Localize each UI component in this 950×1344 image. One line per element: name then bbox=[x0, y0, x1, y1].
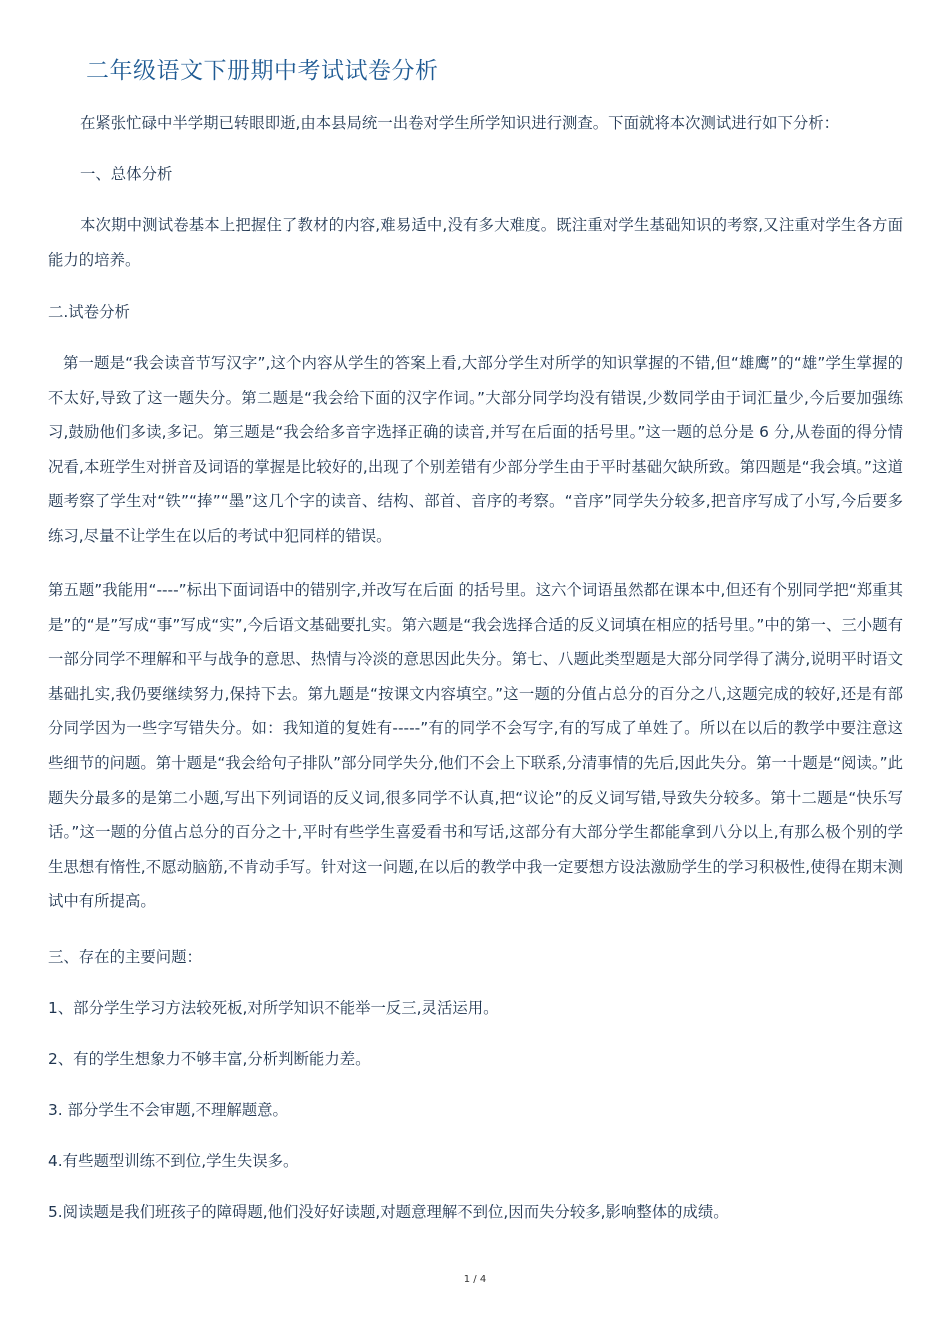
intro-paragraph: 在紧张忙碌中半学期已转眼即逝,由本县局统一出卷对学生所学知识进行测查。下面就将本次测试进行如下分析： bbox=[80, 114, 840, 132]
section3-heading: 三、存在的主要问题： bbox=[48, 948, 202, 966]
section2-heading: 二.试卷分析 bbox=[48, 303, 130, 321]
document-title: 二年级语文下册期中考试试卷分析 bbox=[86, 58, 439, 84]
problem-item-5: 5.阅读题是我们班孩子的障碍题,他们没好好读题,对题意理解不到位,因而失分较多,影响整体的成绩。 bbox=[48, 1203, 729, 1221]
section1-heading: 一、总体分析 bbox=[80, 165, 173, 183]
section1-body: 本次期中测试卷基本上把握住了教材的内容,难易适中,没有多大难度。既注重对学生基础知识的考察,又注重对学生各方面能力的培养。 bbox=[48, 216, 903, 269]
problem-item-1: 1、部分学生学习方法较死板,对所学知识不能举一反三,灵活运用。 bbox=[48, 999, 499, 1017]
section2-paragraph-1: 第一题是“我会读音节写汉字”,这个内容从学生的答案上看,大部分学生对所学的知识掌握的不错,但“雄鹰”的“雄”学生掌握的不太好,导致了这一题失分。第二题是“我会给下面的汉字作词。”大部分同学均没有错误,少数同学由于词汇量少,今后要加强练习,鼓励他们多读,多记。第三题是“我会给多音字选择正确的读音,并写在后面的括号里。”这一题的总分是 6 分,从卷面的得分情况看,本班学生对拼音及词语的掌握是比较好的,出现了个别差错有少部分学生由于平时基础欠缺所致。第四题是“我会填。”这道题考察了学生对“铁”“捧”“墨”这几个字的读音、结构、部首、音序的考察。“音序”同学失分较多,把音序写成了小写,今后要多练习,尽量不让学生在以后的考试中犯同样的错误。 bbox=[48, 354, 903, 545]
problem-item-2: 2、有的学生想象力不够丰富,分析判断能力差。 bbox=[48, 1050, 371, 1068]
page-indicator: 1 / 4 bbox=[463, 1274, 487, 1285]
problem-item-3: 3. 部分学生不会审题,不理解题意。 bbox=[48, 1101, 288, 1119]
problem-item-4: 4.有些题型训练不到位,学生失误多。 bbox=[48, 1152, 299, 1170]
section2-paragraph-2: 第五题”我能用“----”标出下面词语中的错别字,并改写在后面 的括号里。这六个词语虽然都在课本中,但还有个别同学把“郑重其是”的“是”写成“事”写成“实”,今后语文基础要扎实。第六题是“我会选择合适的反义词填在相应的括号里。”中的第一、三小题有一部分同学不理解和平与战争的意思、热情与冷淡的意思因此失分。第七、八题此类型题是大部分同学得了满分,说明平时语文基础扎实,我仍要继续努力,保持下去。第九题是“按课文内容填空。”这一题的分值占总分的百分之八,这题完成的较好,还是有部分同学因为一些字写错失分。如：我知道的复姓有-----”有的同学不会写字,有的写成了单姓了。所以在以后的教学中要注意这些细节的问题。第十题是“我会给句子排队”部分同学失分,他们不会上下联系,分清事情的先后,因此失分。第一十题是“阅读。”此题失分最多的是第二小题,写出下列词语的反义词,很多同学不认真,把“议论”的反义词写错,导致失分较多。第十二题是“快乐写话。”这一题的分值占总分的百分之十,平时有些学生喜爱看书和写话,这部分有大部分学生都能拿到八分以上,有那么极个别的学生思想有惰性,不愿动脑筋,不肯动手写。针对这一问题,在以后的教学中我一定要想方设法激励学生的学习积极性,使得在期末测试中有所提高。 bbox=[48, 581, 903, 911]
